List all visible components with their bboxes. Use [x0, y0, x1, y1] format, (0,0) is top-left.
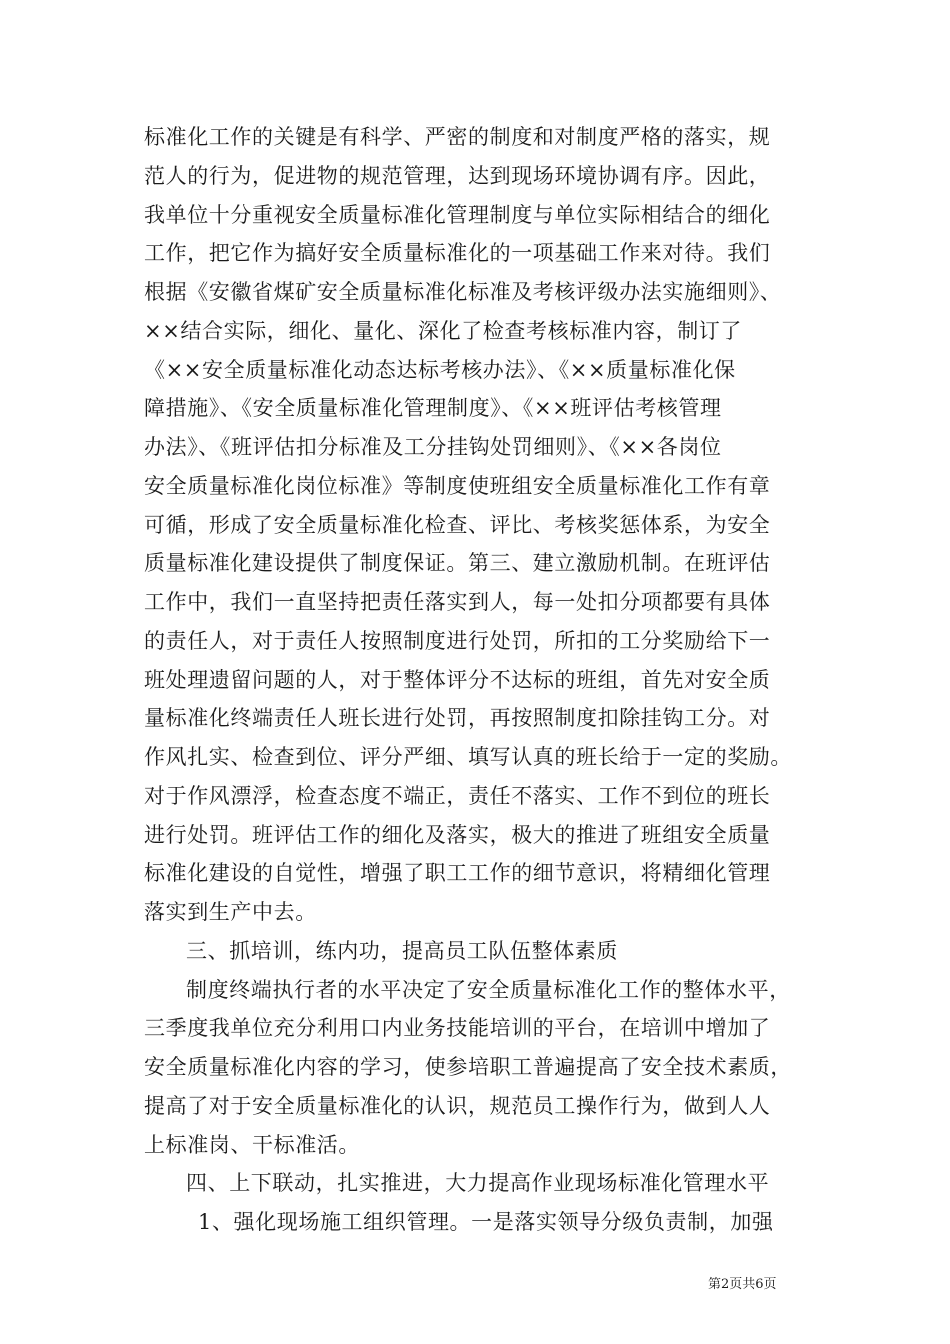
section-heading: 三、抓培训，练内功，提高员工队伍整体素质: [186, 938, 618, 963]
text-line: 安全质量标准化岗位标准》等制度使班组安全质量标准化工作有章: [144, 473, 771, 498]
text-line: 的责任人，对于责任人按照制度进行处罚，所扣的工分奖励给下一: [144, 628, 771, 653]
text-line: 安全质量标准化内容的学习，使参培职工普遍提高了安全技术素质，: [144, 1055, 792, 1079]
section-heading: 四、上下联动，扎实推进，大力提高作业现场标准化管理水平: [186, 1171, 770, 1196]
text-line: 根据《安徽省煤矿安全质量标准化标准及考核评级办法实施细则》、: [144, 280, 782, 304]
text-line: 范人的行为，促进物的规范管理，达到现场环境协调有序。因此，: [144, 163, 771, 188]
text-line: 我单位十分重视安全质量标准化管理制度与单位实际相结合的细化: [144, 202, 771, 227]
document-body: [144, 118, 814, 1242]
page-number-footer: 第2页共6页: [708, 1277, 777, 1292]
text-line: 工作，把它作为搞好安全质量标准化的一项基础工作来对待。我们: [144, 241, 771, 266]
text-line: 《××安全质量标准化动态达标考核办法》、《××质量标准化保: [144, 357, 736, 382]
text-line: 工作中，我们一直坚持把责任落实到人，每一处扣分项都要有具体: [144, 590, 771, 614]
text-line: 班处理遗留问题的人，对于整体评分不达标的班组，首先对安全质: [144, 667, 771, 692]
text-line: 作风扎实、检查到位、评分严细、填写认真的班长给于一定的奖励。: [144, 745, 792, 769]
text-line: 可循，形成了安全质量标准化检查、评比、考核奖惩体系，为安全: [144, 512, 771, 537]
text-line: 落实到生产中去。: [144, 900, 317, 924]
text-line: 标准化建设的自觉性，增强了职工工作的细节意识，将精细化管理: [144, 861, 771, 886]
text-line: 进行处罚。班评估工作的细化及落实，极大的推进了班组安全质量: [144, 822, 771, 847]
text-line: 提高了对于安全质量标准化的认识，规范员工操作行为，做到人人: [144, 1093, 771, 1118]
text-line: 上标准岗、干标准活。: [144, 1132, 360, 1157]
text-line: 障措施》、《安全质量标准化管理制度》、《××班评估考核管理: [144, 396, 722, 421]
text-line: 量标准化终端责任人班长进行处罚，再按照制度扣除挂钩工分。对: [144, 706, 771, 731]
text-line: 对于作风漂浮，检查态度不端正，责任不落实、工作不到位的班长: [144, 783, 771, 808]
text-line: 三季度我单位充分利用口内业务技能培训的平台，在培训中增加了: [144, 1016, 771, 1041]
paragraph-first-line: 1、强化现场施工组织管理。一是落实领导分级负责制，加强: [198, 1210, 774, 1234]
paragraph-first-line: 制度终端执行者的水平决定了安全质量标准化工作的整体水平，: [186, 977, 791, 1002]
text-line: 质量标准化建设提供了制度保证。第三、建立激励机制。在班评估: [144, 551, 771, 576]
text-line: 办法》、《班评估扣分标准及工分挂钩处罚细则》、《××各岗位: [144, 435, 722, 459]
text-line: ××结合实际，细化、量化、深化了检查考核标准内容，制订了: [144, 318, 742, 343]
text-line: 标准化工作的关键是有科学、严密的制度和对制度严格的落实，规: [144, 125, 771, 149]
